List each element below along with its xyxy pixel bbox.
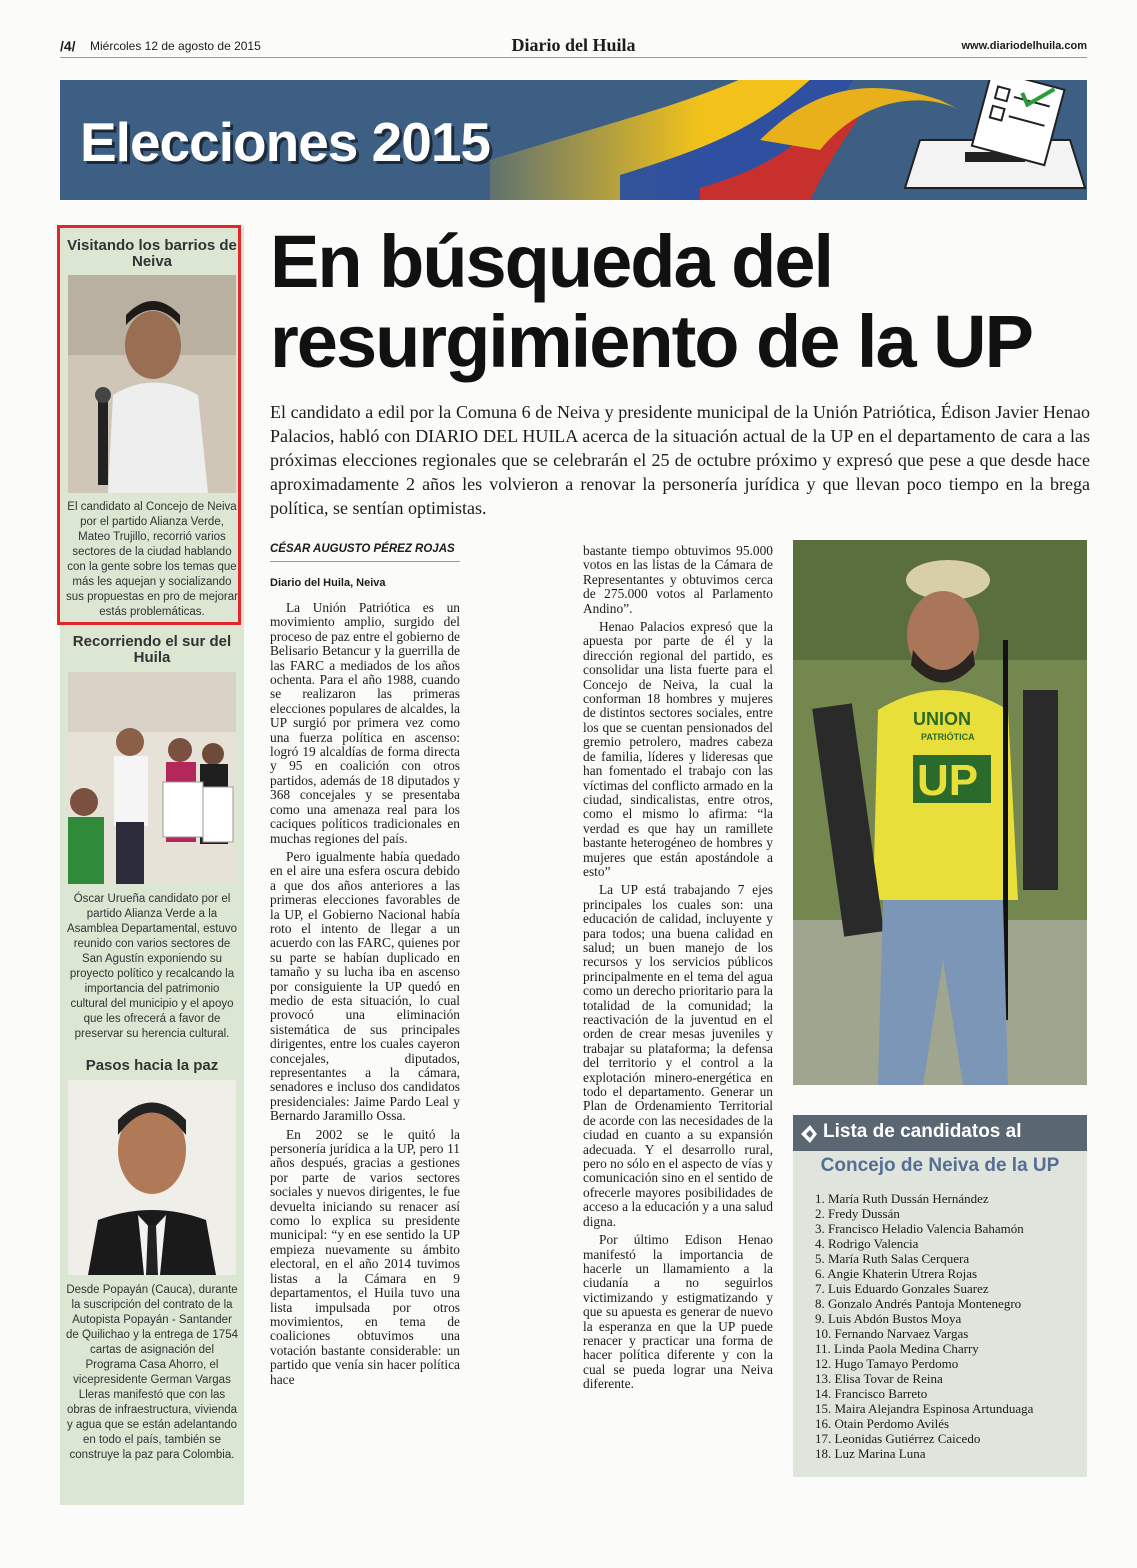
candidate-item: 17. Leonidas Gutiérrez Caicedo	[815, 1431, 981, 1446]
candidate-item: 9. Luis Abdón Bustos Moya	[815, 1311, 962, 1326]
candidate-item: 5. María Ruth Salas Cerquera	[815, 1251, 970, 1266]
candidate-list-subtitle: Concejo de Neiva de la UP	[820, 1155, 1060, 1176]
photo-group-meeting	[68, 672, 236, 884]
page-header	[60, 35, 1087, 58]
sidebar-heading-2: Recorriendo el sur del Huila	[72, 633, 232, 666]
article-column-2	[583, 544, 773, 1396]
candidate-item: 16. Otain Perdomo Avilés	[815, 1416, 950, 1431]
paragraph: La Unión Patriótica es un movimiento amplio, surgido del proceso de paz entre el gobierno de Belisario Betancur y la guerrilla de las FARC a mediados de los años ochenta. Para el año 1988, cuando se realizaron las primeras elecciones populares de alcaldes, la UP surgió por primera vez como una fuerza política en ascenso: logró 19 alcaldías de forma directa y 95 en coalición con otros partidos, además de 18 diputados y 368 concejales y se presentaba como una amenaza real para los caciques políticos tradicionales en muchas regiones del país.	[270, 600, 460, 846]
candidate-item: 6. Angie Khaterin Utrera Rojas	[815, 1266, 978, 1281]
author-byline: CÉSAR AUGUSTO PÉREZ ROJAS	[270, 543, 460, 562]
candidate-item: 18. Luz Marina Luna	[815, 1446, 926, 1461]
candidate-item: 7. Luis Eduardo Gonzales Suarez	[815, 1281, 989, 1296]
candidate-item: 12. Hugo Tamayo Perdomo	[815, 1356, 959, 1371]
section-title: Elecciones 2015	[80, 111, 491, 173]
candidate-list	[815, 1191, 1033, 1461]
candidate-item: 1. María Ruth Dussán Hernández	[815, 1191, 989, 1206]
shirt-text-patriotica: PATRIÓTICA	[921, 732, 975, 742]
shirt-text-union: UNION	[913, 709, 971, 729]
candidate-item: 2. Fredy Dussán	[815, 1206, 900, 1221]
photo-candidate-speaking	[68, 275, 236, 493]
article-headline	[270, 222, 1090, 382]
sidebar-heading-1: Visitando los barrios de Neiva	[67, 237, 237, 270]
article-lead: El candidato a edil por la Comuna 6 de Neiva y presidente municipal de la Unión Patriótica, Édison Javier Henao Palacios, habló con DIARIO DEL HUILA acerca de la situación actual de la UP en el departamento de cara a las próximas elecciones regionales que se celebrarán el 25 de octubre próximo y expresó que pese a que desde hace aproximadamente 2 años les volvieron a renovar la personería jurídica y que llevan poco tiempo en la brega política, se sentían optimistas.	[270, 402, 1090, 518]
candidate-list-header	[793, 1115, 1087, 1151]
candidate-item: 4. Rodrigo Valencia	[815, 1236, 919, 1251]
newspaper-name: Diario del Huila	[511, 35, 636, 55]
paragraph: En 2002 se le quitó la personería jurídica a la UP, pero 11 años después, gracias a gestiones por parte de varios sectores sociales y nuevos dirigentes, le fue devuelta iniciando su renacer así como lo explica su presidente municipal: “y en ese sentido la UP empieza nuevamente su ámbito electoral, en el año 2014 tuvimos listas a la Cámara en 9 departamentos, el Huila tuvo una lista impulsada por otros movimientos, en tema de coaliciones obtuvimos una votación bastante considerable: un partido que venía sin hacer política hace	[270, 1126, 460, 1387]
paragraph: Henao Palacios expresó que la apuesta por parte de él y la dirección regional del partido, es consolidar una lista fuerte para el Concejo de Neiva, la cual la conforman 18 hombres y mujeres de distintos sectores sociales, entre los que se cuentan pensionados del gremio petrolero, madres cabeza de familia, líderes y lideresas que han fomentado el trabajo con las víctimas del conflicto armado en la ciudad, sindicalistas, entre otros, como el mismo lo afirma: “la verdad es que hay un ramillete bastante heterogéneo de hombres y mujeres que están apostándole a esto”	[583, 619, 773, 879]
candidate-list-box	[793, 1115, 1087, 1477]
article-column-1	[270, 601, 460, 1391]
sidebar-caption-1: El candidato al Concejo de Neiva por el partido Alianza Verde, Mateo Trujillo, recorrió varios sectores de la ciudad hablando con la gente sobre los temas que más les aquejan y socializando sus propuestas en pro de mejorar estás problemáticas.	[66, 501, 238, 618]
issue-date: Miércoles 12 de agosto de 2015	[90, 39, 261, 53]
sidebar-caption-3: Desde Popayán (Cauca), durante la suscripción del contrato de la Autopista Popayán - Santander de Quilichao y la entrega de 1754 cartas de asignación del Programa Casa Ahorro, el vicepresidente German Vargas Lleras manifestó que con las obras de infraestructura, vivienda y agua que se están adelantando en todo el país, también se construye la paz para Colombia.	[66, 1284, 238, 1461]
sidebar-heading-3: Pasos hacia la paz	[85, 1057, 219, 1074]
candidate-item: 13. Elisa Tovar de Reina	[815, 1371, 943, 1386]
photo-up-candidate	[793, 540, 1087, 1085]
candidate-list-title: Lista de candidatos al	[823, 1121, 1022, 1142]
photo-vice-president-portrait	[68, 1080, 236, 1275]
headline-line-1: En búsqueda del	[270, 220, 833, 303]
candidate-item: 3. Francisco Heladio Valencia Bahamón	[815, 1221, 1024, 1236]
candidate-item: 14. Francisco Barreto	[815, 1386, 928, 1401]
arrow-right-icon	[799, 1123, 819, 1145]
candidate-item: 11. Linda Paola Medina Charry	[815, 1341, 979, 1356]
candidate-item: 15. Maira Alejandra Espinosa Artunduaga	[815, 1401, 1034, 1416]
page-number: /4/	[60, 38, 76, 54]
paragraph: bastante tiempo obtuvimos 95.000 votos en las listas de la Cámara de Representantes y obtuvimos cerca de 275.000 votos al Parlamento Andino”.	[583, 543, 773, 616]
sidebar-caption-2: Óscar Urueña candidato por el partido Alianza Verde a la Asamblea Departamental, estuvo reunido con varios sectores de San Agustín exponiendo su proyecto político y recalcando la importancia del patrimonio cultural del municipio y el apoyo que les ofrecerá a favor de preservar su herencia cultural.	[66, 893, 238, 1040]
candidate-item: 10. Fernando Narvaez Vargas	[815, 1326, 969, 1341]
paragraph: Por último Edison Henao manifestó la importancia de hacerle un llamamiento a la ciudanía a no seguirlos victimizando y estigmatizando y que su apuesta es generar de nuevo la esperanza en que la UP puede renacer y practicar una forma de hacer política diferente y con la cual se pueda lograr una Neiva diferente.	[583, 1232, 773, 1392]
headline-line-2: resurgimiento de la UP	[270, 300, 1032, 383]
paragraph: La UP está trabajando 7 ejes principales los cuales son: una educación de calidad, incluyente y para todos; una buena calidad en salud; un buen manejo de los recursos y los servicios públicos principalmente en el tema del agua como un derecho prioritario para la totalidad de la comunidad; la reactivación de la juventud en el orden de crear mesas juveniles y trabajar su plataforma; la defensa del territorio y el control a la explotación minero-energética en todo el departamento. Generar un Plan de Ordenamiento Territorial de acorde con las necesidades de la ciudad en cuanto a su expansión adecuada. Y el desarrollo rural, pero no sólo en el aspecto de vías y comunicación sino en el sentido de ofrecerle mayores posibilidades de acceso a la educación y a una salud digna.	[583, 882, 773, 1229]
shirt-text-up: UP	[917, 756, 979, 805]
website-url[interactable]: www.diariodelhuila.com	[961, 40, 1087, 52]
candidate-item: 8. Gonzalo Andrés Pantoja Montenegro	[815, 1296, 1022, 1311]
section-banner	[60, 80, 1087, 200]
paragraph: Pero igualmente había quedado en el aire una esfera oscura debido a que dos años anteriores a las primeras elecciones favorables de la UP, el Gobierno Nacional había roto el intento de llegar a un acuerdo con las FARC, quienes por su parte se habían duplicado en tamaño y su lucha iba en ascenso por consiguiente la UP quedó en medio de esta situación, lo cual provocó una eliminación sistemática de sus principales dirigentes, entre los cuales cayeron concejales, diputados, representantes a la cámara, senadores e incluso dos candidatos presidenciales: Jaime Pardo Leal y Bernardo Jaramillo Ossa.	[270, 848, 460, 1124]
dateline-location: Diario del Huila, Neiva	[270, 577, 386, 589]
